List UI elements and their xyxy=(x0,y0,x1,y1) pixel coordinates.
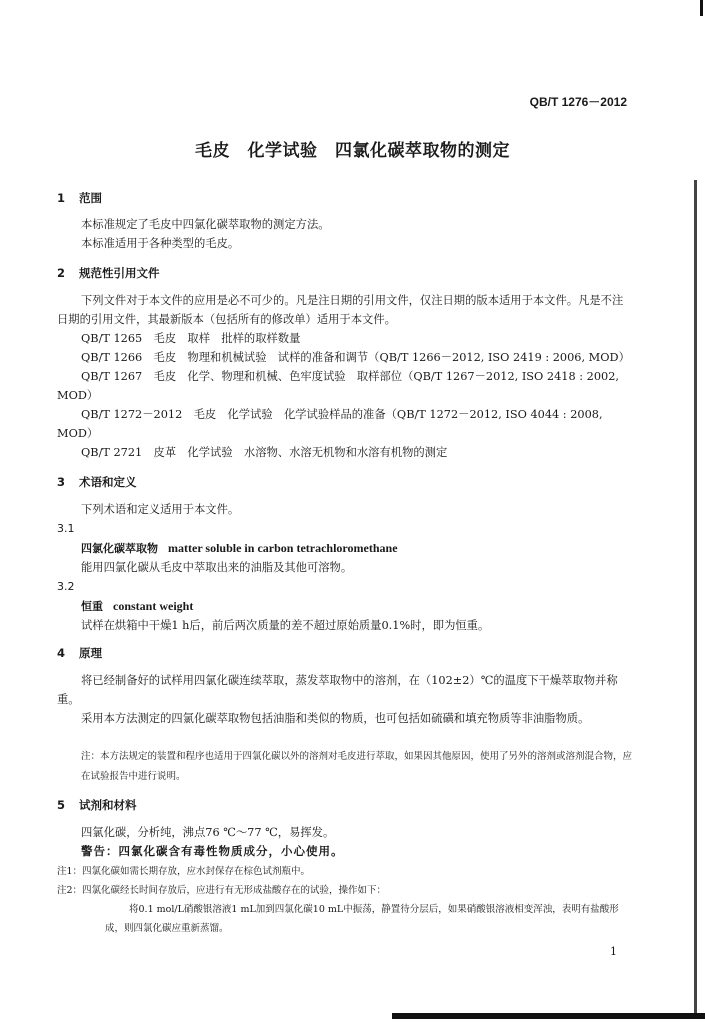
section-title: 术语和定义 xyxy=(79,475,137,489)
scope-paragraph-2: 本标准适用于各种类型的毛皮。 xyxy=(81,237,240,250)
term-definition: 试样在烘箱中干燥1 h后，前后两次质量的差不超过原始质量0.1%时，即为恒重。 xyxy=(81,619,490,632)
reagent-note-1: 注1：四氯化碳如需长期存放，应水封保存在棕色试剂瓶中。 xyxy=(57,866,311,877)
term-english: constant weight xyxy=(113,599,194,613)
scan-binding-edge xyxy=(694,180,697,1015)
term-chinese: 四氯化碳萃取物 xyxy=(81,542,158,555)
standard-number: QB/T 1276－2012 xyxy=(529,95,627,109)
terms-intro: 下列术语和定义适用于本文件。 xyxy=(81,503,240,516)
section-number: 4 xyxy=(57,646,66,660)
section-number: 5 xyxy=(57,798,66,812)
section-heading-terms xyxy=(57,474,137,490)
section-heading-references xyxy=(57,265,160,281)
section-heading-principle xyxy=(57,645,102,661)
document-title: 毛皮 化学试验 四氯化碳萃取物的测定 xyxy=(195,141,510,161)
section-number: 3 xyxy=(57,475,66,489)
principle-paragraph-2: 采用本方法测定的四氯化碳萃取物包括油脂和类似的物质，也可包括如硫磺和填充物质等非油脂物质。 xyxy=(81,712,590,725)
term-entry xyxy=(81,598,193,614)
reference-item: QB/T 1267 毛皮 化学、物理和机械、色牢度试验 取样部位（QB/T 1267－2012, ISO 2418 : 2002, MOD） xyxy=(57,370,619,402)
section-heading-scope xyxy=(57,190,102,206)
section-title: 范围 xyxy=(79,191,102,205)
scan-corner-mark xyxy=(700,0,703,16)
term-number: 3.2 xyxy=(57,580,75,593)
section-title: 试剂和材料 xyxy=(79,798,137,812)
warning-text: 警告：四氯化碳含有毒性物质成分，小心使用。 xyxy=(81,844,344,858)
section-number: 2 xyxy=(57,266,66,280)
reagent-description: 四氯化碳，分析纯，沸点76 ℃～77 ℃，易挥发。 xyxy=(81,826,335,839)
reference-item: QB/T 1265 毛皮 取样 批样的取样数量 xyxy=(81,332,301,345)
principle-paragraph-1: 将已经制备好的试样用四氯化碳连续萃取，蒸发萃取物中的溶剂，在（102±2）℃的温度下干燥萃取物并称重。 xyxy=(57,674,618,706)
term-english: matter soluble in carbon tetrachloromethane xyxy=(168,541,398,555)
section-number: 1 xyxy=(57,191,66,205)
scan-bottom-bar xyxy=(392,1013,705,1019)
section-heading-reagents xyxy=(57,797,137,813)
term-number: 3.1 xyxy=(57,522,75,535)
reagent-note-2-detail: 将0.1 mol/L硝酸银溶液1 mL加到四氯化碳10 mL中振荡，静置待分层后，如果硝酸银溶液相变浑浊，表明有盐酸形成，则四氯化碳应重新蒸馏。 xyxy=(105,904,619,934)
reference-item: QB/T 1266 毛皮 物理和机械试验 试样的准备和调节（QB/T 1266－2012, ISO 2419 : 2006, MOD） xyxy=(81,351,630,364)
scope-paragraph-1: 本标准规定了毛皮中四氯化碳萃取物的测定方法。 xyxy=(81,218,330,231)
reagent-note-2: 注2：四氯化碳经长时间存放后，应进行有无形成盐酸存在的试验，操作如下： xyxy=(57,885,387,896)
reference-item: QB/T 1272－2012 毛皮 化学试验 化学试验样品的准备（QB/T 1272－2012, ISO 4044 : 2008, MOD） xyxy=(57,408,603,440)
principle-note: 注：本方法规定的装置和程序也适用于四氯化碳以外的溶剂对毛皮进行萃取，如果因其他原因，使用了另外的溶剂或溶剂混合物，应在试验报告中进行说明。 xyxy=(81,751,633,782)
term-chinese: 恒重 xyxy=(81,600,103,613)
term-definition: 能用四氯化碳从毛皮中萃取出来的油脂及其他可溶物。 xyxy=(81,561,353,574)
references-intro: 下列文件对于本文件的应用是必不可少的。凡是注日期的引用文件，仅注日期的版本适用于本文件。凡是不注日期的引用文件，其最新版本（包括所有的修改单）适用于本文件。 xyxy=(57,294,624,326)
section-title: 规范性引用文件 xyxy=(79,266,160,280)
section-title: 原理 xyxy=(79,646,102,660)
reference-item: QB/T 2721 皮革 化学试验 水溶物、水溶无机物和水溶有机物的测定 xyxy=(81,446,448,459)
page-number: 1 xyxy=(610,945,617,958)
term-entry xyxy=(81,540,398,556)
